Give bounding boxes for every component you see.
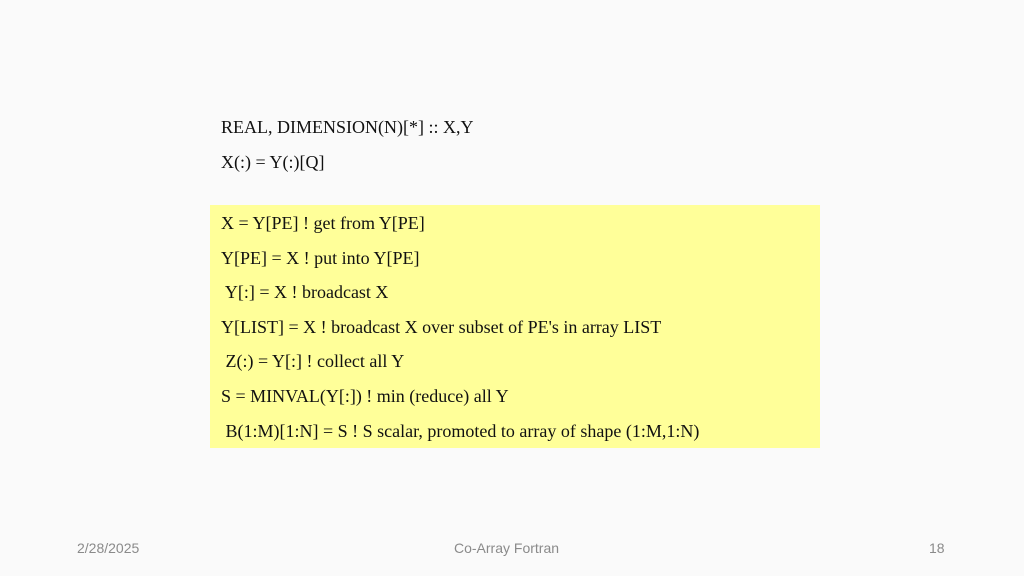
example-line: S = MINVAL(Y[:]) ! min (reduce) all Y — [221, 386, 509, 406]
declaration-line: REAL, DIMENSION(N)[*] :: X,Y — [221, 117, 474, 137]
footer-title: Co-Array Fortran — [454, 540, 560, 556]
footer-date: 2/28/2025 — [77, 540, 140, 556]
footer-page-number: 18 — [929, 540, 945, 556]
example-line: Z(:) = Y[:] ! collect all Y — [221, 351, 405, 371]
example-line: Y[LIST] = X ! broadcast X over subset of PE's in array LIST — [221, 317, 662, 337]
example-line: B(1:M)[1:N] = S ! S scalar, promoted to array of shape (1:M,1:N) — [221, 421, 700, 441]
declaration-line: X(:) = Y(:)[Q] — [221, 152, 325, 172]
example-line: X = Y[PE] ! get from Y[PE] — [221, 213, 425, 233]
example-line: Y[:] = X ! broadcast X — [221, 282, 389, 302]
example-line: Y[PE] = X ! put into Y[PE] — [221, 248, 420, 268]
